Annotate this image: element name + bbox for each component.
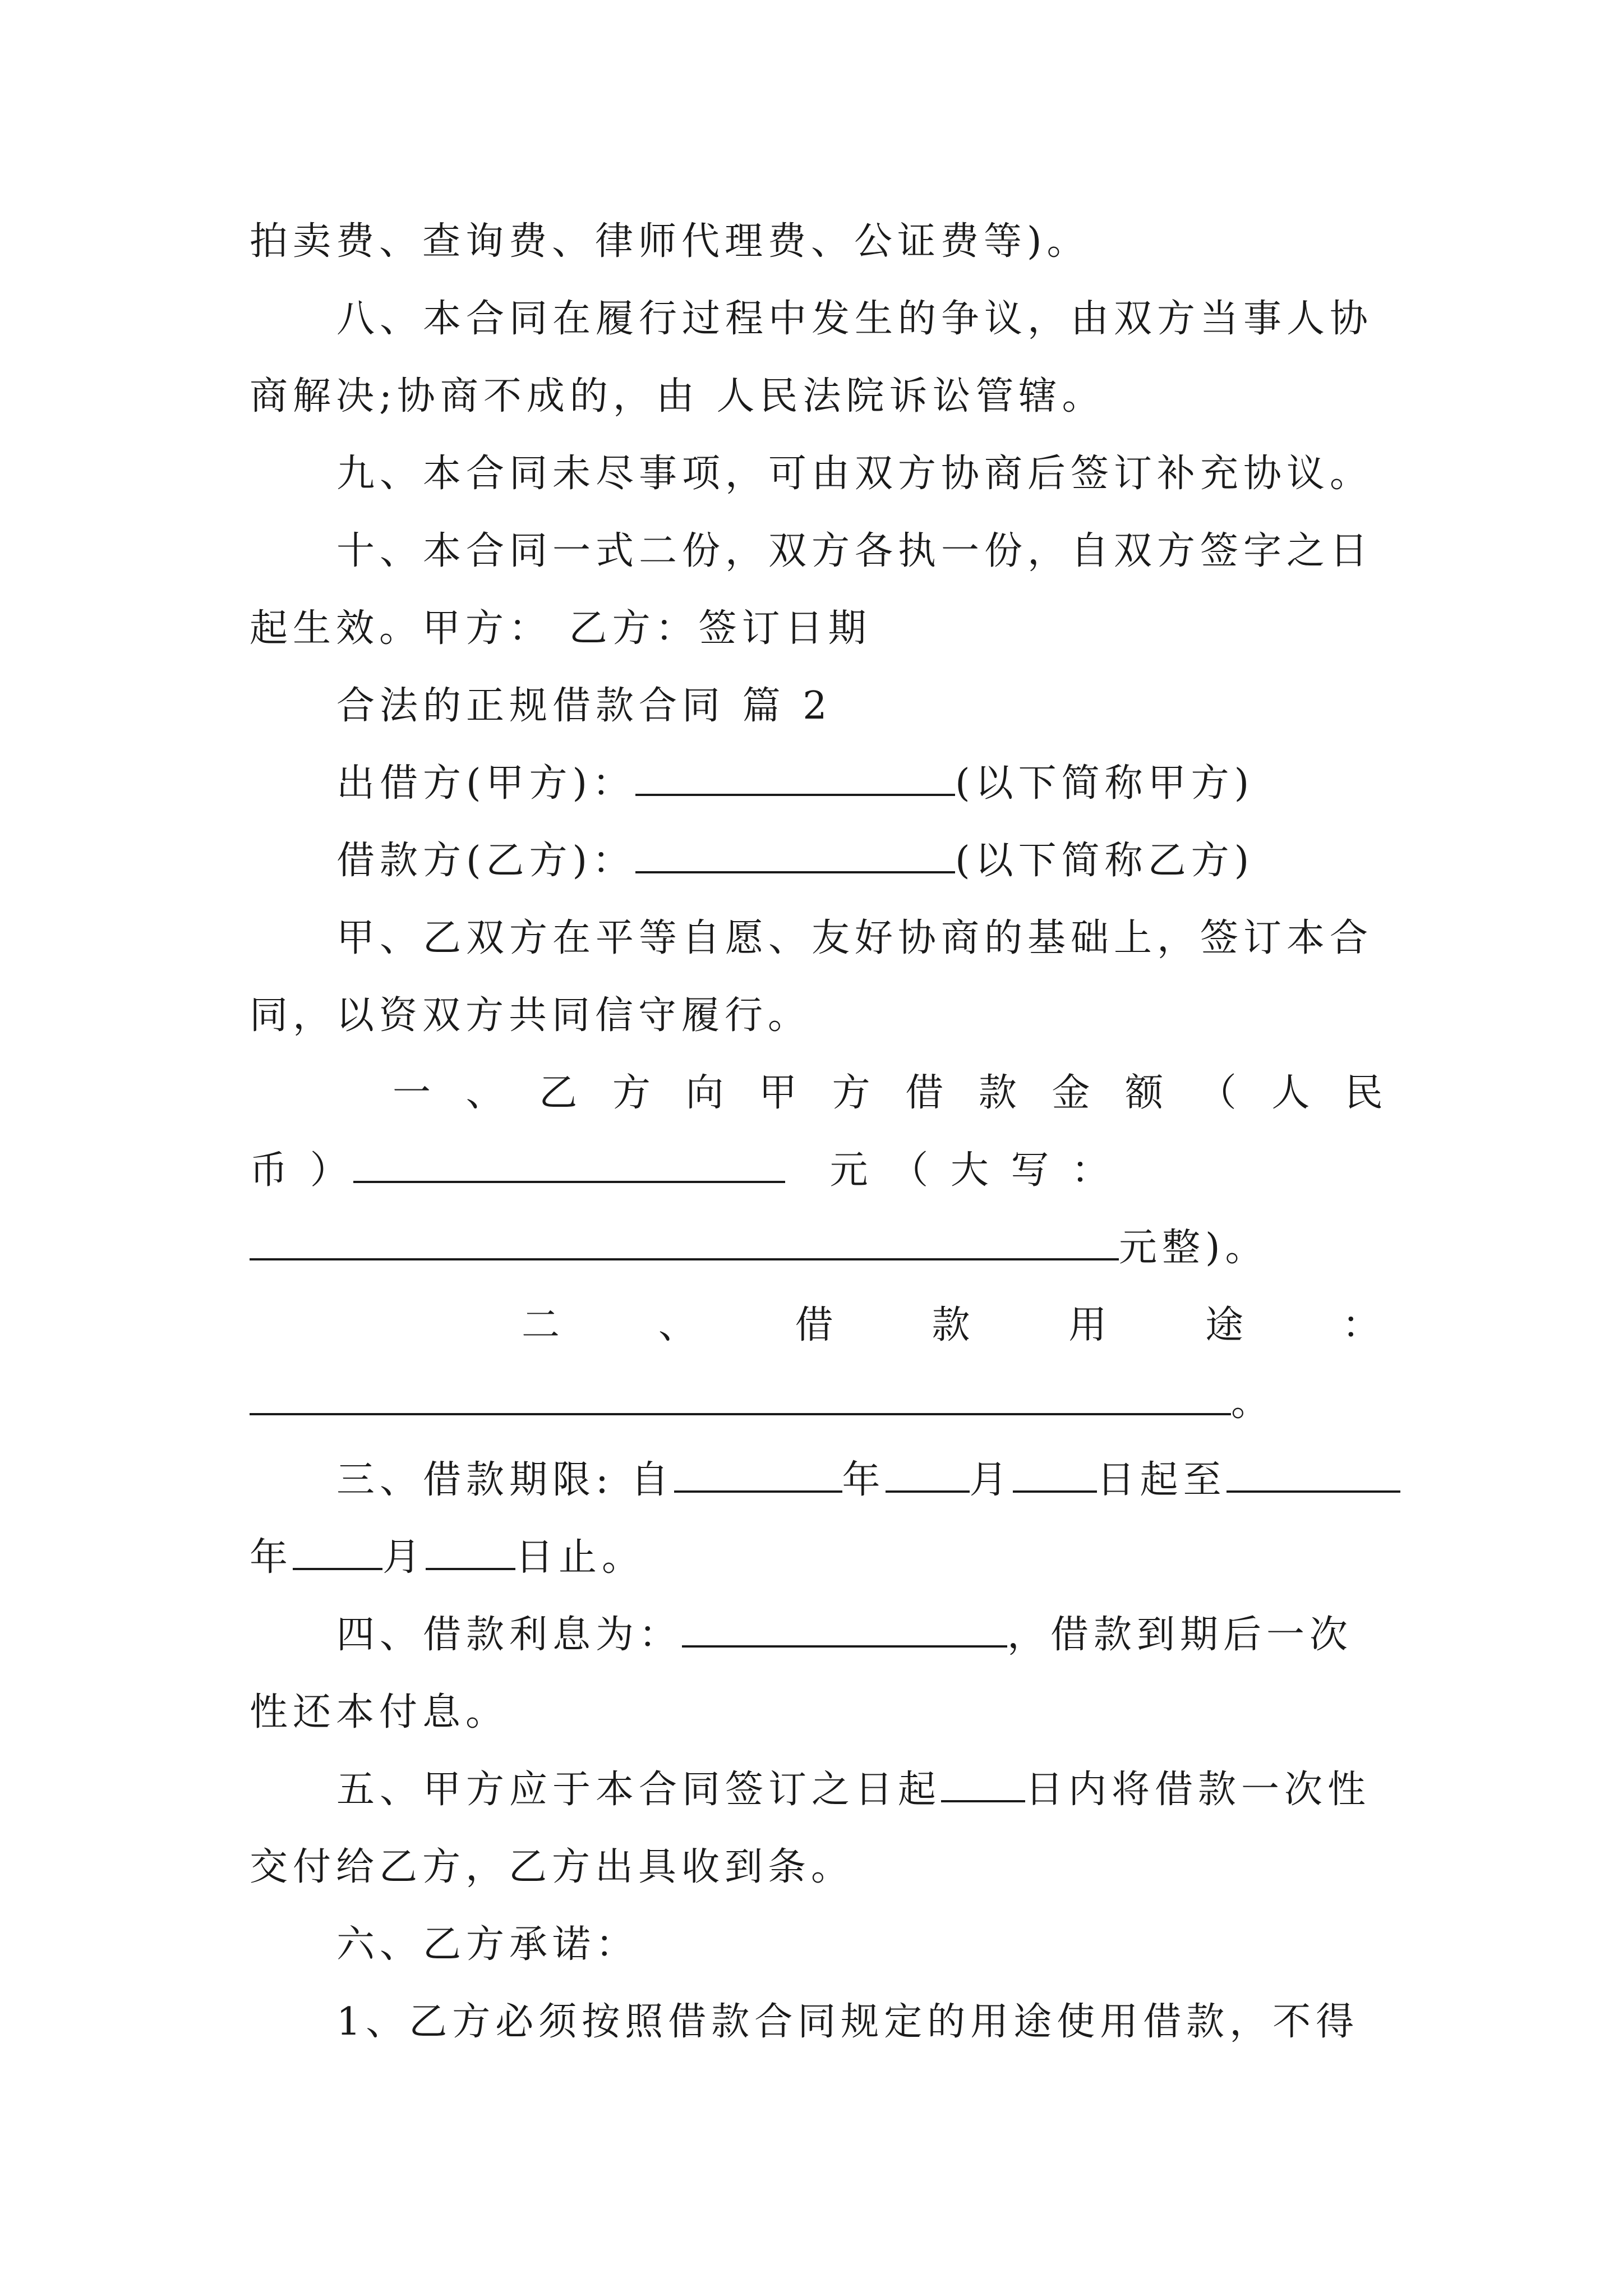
loan-purpose-blank[interactable] [250,1381,1231,1415]
end-month-blank[interactable] [293,1535,382,1570]
clause-4-prefix: 四、借款利息为： [336,1613,683,1657]
clause-2-end: 。 [1231,1381,1275,1425]
start-month-blank[interactable] [886,1458,970,1493]
clause-2-char: 用 [1068,1303,1112,1347]
lender-line [336,745,1475,822]
clause-1-char: 甲 [759,1071,803,1115]
clause-5-line-1 [336,1751,1475,1829]
clause-5-suffix: 日内将借款一次性 [1025,1768,1371,1812]
clause-2-char: 、 [658,1303,702,1347]
clause-1-char: 一 [393,1071,436,1115]
month-label: 月 [969,1458,1013,1502]
clause-1-line-2 [250,1132,1388,1209]
intro-line-2: 同，以资双方共同信守履行。 [250,993,811,1038]
clause-4-line-1 [336,1596,1475,1674]
clause-2-char: 款 [932,1303,975,1347]
clause-1-char: ： [1071,1148,1115,1193]
end-year-blank[interactable] [1227,1458,1400,1493]
text-line: 拍卖费、查询费、律师代理费、公证费等)。 [250,219,1090,264]
interest-blank[interactable] [682,1613,1007,1648]
clause-2-char: ： [1341,1303,1385,1347]
clause-5-line-2: 交付给乙方，乙方出具收到条。 [250,1845,855,1889]
clause-6-item-1: 1、乙方必须按照借款合同规定的用途使用借款，不得 [336,2000,1359,2044]
intro-line-1: 甲、乙双方在平等自愿、友好协商的基础上，签订本合 [336,916,1373,960]
clause-1-char: 方 [832,1071,875,1115]
clause-10-line-1: 十、本合同一式二份，双方各执一份，自双方签字之日 [336,529,1373,573]
clause-1-char: 民 [1344,1071,1388,1115]
borrower-line [336,822,1475,900]
borrower-label: 借款方(乙方)： [336,839,636,883]
clause-2-char: 借 [795,1303,838,1347]
clause-9: 九、本合同未尽事项，可由双方协商后签订补充协议。 [336,452,1373,496]
lender-label: 出借方(甲方)： [336,761,636,806]
month-label: 月 [382,1535,426,1580]
clause-8-line-2: 商解决;协商不成的，由 人民法院诉讼管辖。 [250,374,1105,418]
start-year-blank[interactable] [674,1458,842,1493]
day-end-label: 日止。 [515,1535,645,1580]
clause-1-char: 人 [1271,1071,1315,1115]
clause-6-title: 六、乙方承诺： [336,1922,639,1967]
clause-1-char: （ [1198,1071,1242,1115]
clause-1-char: 向 [685,1071,729,1115]
clause-3-line-2 [250,1519,1388,1596]
clause-2-char: 途 [1205,1303,1249,1347]
clause-1-char: 、 [465,1071,509,1115]
clause-1-char: 额 [1125,1071,1169,1115]
clause-1-char: （ [890,1148,934,1193]
end-day-blank[interactable] [426,1535,515,1570]
clause-1-char: 乙 [539,1071,583,1115]
section-title: 合法的正规借款合同 篇 2 [336,684,832,728]
clause-2-char: 二 [522,1303,565,1347]
clause-8-line-1: 八、本合同在履行过程中发生的争议，由双方当事人协 [336,297,1373,341]
days-blank[interactable] [941,1768,1025,1802]
clause-10-line-2: 起生效。甲方： 乙方：签订日期 [250,606,872,651]
clause-3-line-1 [336,1442,1475,1519]
lender-suffix: (以下简称甲方) [955,761,1255,806]
day-from-label: 日起至 [1096,1458,1227,1502]
clause-1-currency: 币 ） [250,1148,353,1193]
amount-words-blank[interactable] [250,1226,1119,1260]
clause-4-suffix: ，借款到期后一次 [1007,1613,1353,1657]
clause-1-char: 元 [829,1148,873,1193]
clause-1-char: 大 [950,1148,994,1193]
borrower-name-blank[interactable] [635,839,955,873]
lender-name-blank[interactable] [635,761,955,796]
clause-1-char: 借 [905,1071,949,1115]
year-label: 年 [250,1535,293,1580]
clause-1-end: 元整)。 [1119,1226,1269,1270]
clause-1-line-3 [250,1209,1388,1287]
amount-number-blank[interactable] [353,1148,785,1183]
clause-1-char: 方 [612,1071,656,1115]
clause-3-prefix: 三、借款期限: 自 [336,1458,674,1502]
start-day-blank[interactable] [1013,1458,1097,1493]
clause-1-char: 款 [978,1071,1022,1115]
year-label: 年 [842,1458,886,1502]
clause-1-char: 金 [1052,1071,1095,1115]
clause-1-char: 写 [1011,1148,1054,1193]
borrower-suffix: (以下简称乙方) [955,839,1255,883]
clause-2-line-2 [250,1364,1388,1442]
clause-5-prefix: 五、甲方应于本合同签订之日起 [336,1768,942,1812]
clause-1-line-1 [393,1055,1388,1132]
clause-2-line-1 [522,1287,1385,1364]
clause-4-line-2: 性还本付息。 [250,1690,509,1734]
